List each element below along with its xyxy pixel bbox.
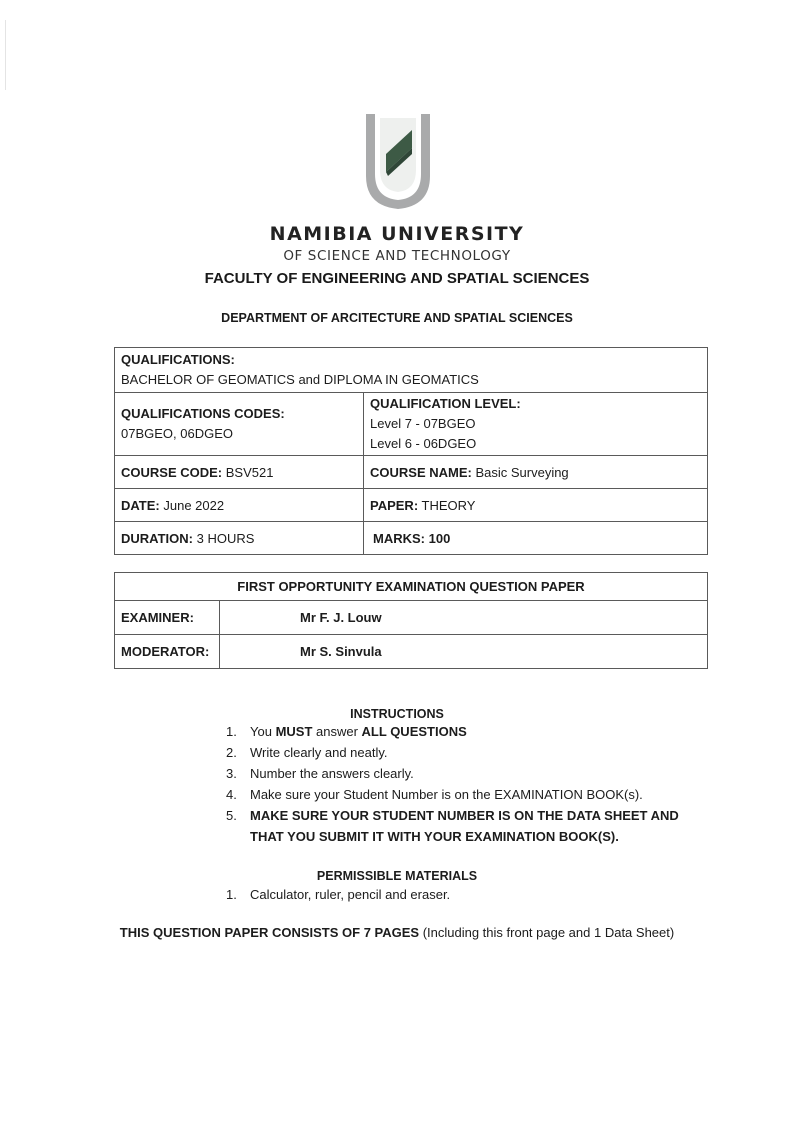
exam-info-table	[114, 572, 708, 669]
permissible-materials-list	[226, 884, 450, 905]
course-row	[115, 456, 708, 489]
marks-label: MARKS: 100	[373, 530, 451, 546]
page-count-bold: THIS QUESTION PAPER CONSISTS OF 7 PAGES	[119, 925, 420, 940]
duration-cell	[115, 522, 364, 555]
date-value: June 2022	[159, 497, 225, 513]
instruction-item	[226, 805, 690, 847]
qualifications-label: QUALIFICATIONS:	[121, 352, 235, 367]
codes-cell	[115, 393, 364, 456]
level-7-value: Level 7 - 07BGEO	[370, 416, 476, 431]
level-label: QUALIFICATION LEVEL:	[370, 396, 521, 411]
university-logo	[352, 110, 444, 212]
examiner-value: Mr F. J. Louw	[220, 601, 708, 635]
permissible-text: Calculator, ruler, pencil and eraser.	[250, 887, 451, 902]
course-details-table	[114, 347, 708, 555]
permissible-item	[226, 884, 450, 905]
instruction-item	[226, 742, 690, 763]
instruction-emphasis: MUST	[275, 724, 313, 739]
duration-value: 3 HOURS	[192, 530, 255, 546]
moderator-value: Mr S. Sinvula	[220, 635, 708, 669]
university-name: NAMIBIA UNIVERSITY	[269, 223, 525, 245]
instruction-number: 3.	[226, 766, 237, 781]
instruction-text: Write clearly and neatly.	[250, 745, 388, 760]
faculty-name: FACULTY OF ENGINEERING AND SPATIAL SCIENCES	[204, 270, 590, 287]
marks-cell	[364, 522, 708, 555]
department-name: DEPARTMENT OF ARCITECTURE AND SPATIAL SCIENCES	[221, 311, 573, 325]
codes-level-row	[115, 393, 708, 456]
instruction-text: MAKE SURE YOUR STUDENT NUMBER IS ON THE DATA SHEET AND THAT YOU SUBMIT IT WITH YOUR EXAMINATION BOOK(S).	[250, 808, 679, 844]
instruction-text	[250, 721, 690, 742]
permissible-materials-title: PERMISSIBLE MATERIALS	[316, 869, 478, 883]
level-6-value: Level 6 - 06DGEO	[370, 436, 477, 451]
instruction-text: Make sure your Student Number is on the EXAMINATION BOOK(s).	[250, 787, 643, 802]
instruction-number: 1.	[226, 724, 237, 739]
instruction-text-part: You	[250, 724, 276, 739]
permissible-number: 1.	[226, 887, 237, 902]
page-count-rest: (Including this front page and 1 Data Sheet)	[419, 925, 675, 940]
instruction-item	[226, 763, 690, 784]
level-cell	[364, 393, 708, 456]
duration-label: DURATION:	[121, 530, 193, 546]
instruction-text-part: answer	[312, 724, 362, 739]
codes-value: 07BGEO, 06DGEO	[121, 426, 233, 441]
instructions-list	[226, 721, 690, 847]
course-code-value: BSV521	[222, 464, 274, 480]
course-name-label: COURSE NAME:	[370, 464, 472, 480]
instruction-text: Number the answers clearly.	[250, 766, 414, 781]
instructions-title: INSTRUCTIONS	[350, 707, 444, 721]
instruction-number: 4.	[226, 787, 237, 802]
course-code-label: COURSE CODE:	[121, 464, 223, 480]
page-count-note	[0, 925, 794, 940]
examiner-row	[115, 601, 708, 635]
university-subtitle: OF SCIENCE AND TECHNOLOGY	[283, 248, 511, 264]
codes-label: QUALIFICATIONS CODES:	[121, 406, 285, 421]
instruction-item	[226, 784, 690, 805]
qualifications-cell	[115, 348, 708, 393]
instruction-item	[226, 721, 690, 742]
paper-cell	[364, 489, 708, 522]
paper-label: PAPER:	[370, 497, 419, 513]
examiner-label: EXAMINER:	[115, 601, 220, 635]
qualifications-value: BACHELOR OF GEOMATICS and DIPLOMA IN GEOMATICS	[121, 372, 479, 387]
date-label: DATE:	[121, 497, 160, 513]
course-name-cell	[364, 456, 708, 489]
instruction-emphasis: ALL QUESTIONS	[361, 724, 467, 739]
date-row	[115, 489, 708, 522]
qualifications-row	[115, 348, 708, 393]
exam-title: FIRST OPPORTUNITY EXAMINATION QUESTION PAPER	[115, 573, 708, 601]
moderator-label: MODERATOR:	[115, 635, 220, 669]
paper-value: THEORY	[418, 497, 476, 513]
exam-title-row	[115, 573, 708, 601]
duration-row	[115, 522, 708, 555]
course-code-cell	[115, 456, 364, 489]
course-name-value: Basic Surveying	[471, 464, 569, 480]
instruction-number: 2.	[226, 745, 237, 760]
instruction-number: 5.	[226, 808, 237, 823]
moderator-row	[115, 635, 708, 669]
scan-edge-mark	[5, 20, 6, 90]
date-cell	[115, 489, 364, 522]
